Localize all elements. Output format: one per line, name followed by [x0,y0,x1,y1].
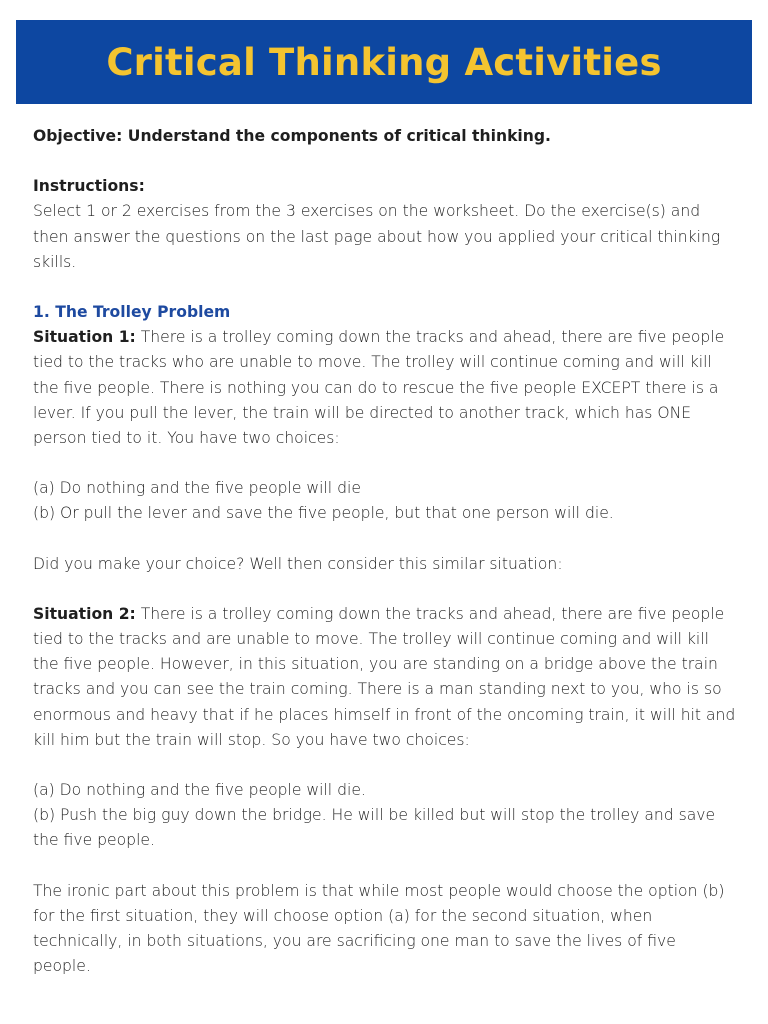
situation-2-text: There is a trolley coming down the tracks and ahead, there are five people tied to the tracks and are unable to move. The trolley will continue coming and will kill the five people. However, in this situation, you are standing on a bridge above the train tracks and you can see the train coming. There is a man standing next to you, who is so enormous and heavy that if he places himself in front of the oncoming train, it will hit and kill him but the train will stop. So you have two choices: [33,604,736,749]
situation-1-paragraph [33,325,738,451]
title-banner [16,20,752,104]
situation-2-paragraph [33,602,738,753]
option-1a: (a) Do nothing and the five people will die [33,479,361,498]
option-2a: (a) Do nothing and the five people will die. [33,781,366,800]
situation-1-label: Situation 1: [33,328,136,347]
section-heading-trolley-problem: 1. The Trolley Problem [33,303,231,322]
instructions-label: Instructions: [33,177,145,196]
situation-1-text: There is a trolley coming down the tracks and ahead, there are five people tied to the tracks who are unable to move. The trolley will continue coming and will kill the five people. There is nothing you can do to rescue the five people EXCEPT there is a lever. If you pull the lever, the train will be directed to another track, which has ONE person tied to it. You have two choices: [33,328,725,448]
worksheet-body [33,124,738,979]
instructions-text: Select 1 or 2 exercises from the 3 exercises on the worksheet. Do the exercise(s) and then answer the questions on the last page about how you applied your critical thinking skills. [33,202,721,271]
transition-text: Did you make your choice? Well then consider this similar situation: [33,554,563,573]
option-1b: (b) Or pull the lever and save the five people, but that one person will die. [33,504,614,523]
conclusion-text: The ironic part about this problem is that while most people would choose the option (b) for the first situation, they will choose option (a) for the second situation, when technically, in both situations, you are sacrificing one man to save the lives of five people. [33,881,725,976]
option-2b: (b) Push the big guy down the bridge. He will be killed but will stop the trolley and save the five people. [33,806,716,850]
objective-text: Objective: Understand the components of critical thinking. [33,127,551,145]
situation-2-label: Situation 2: [33,604,136,623]
page-title: Critical Thinking Activities [106,40,662,84]
